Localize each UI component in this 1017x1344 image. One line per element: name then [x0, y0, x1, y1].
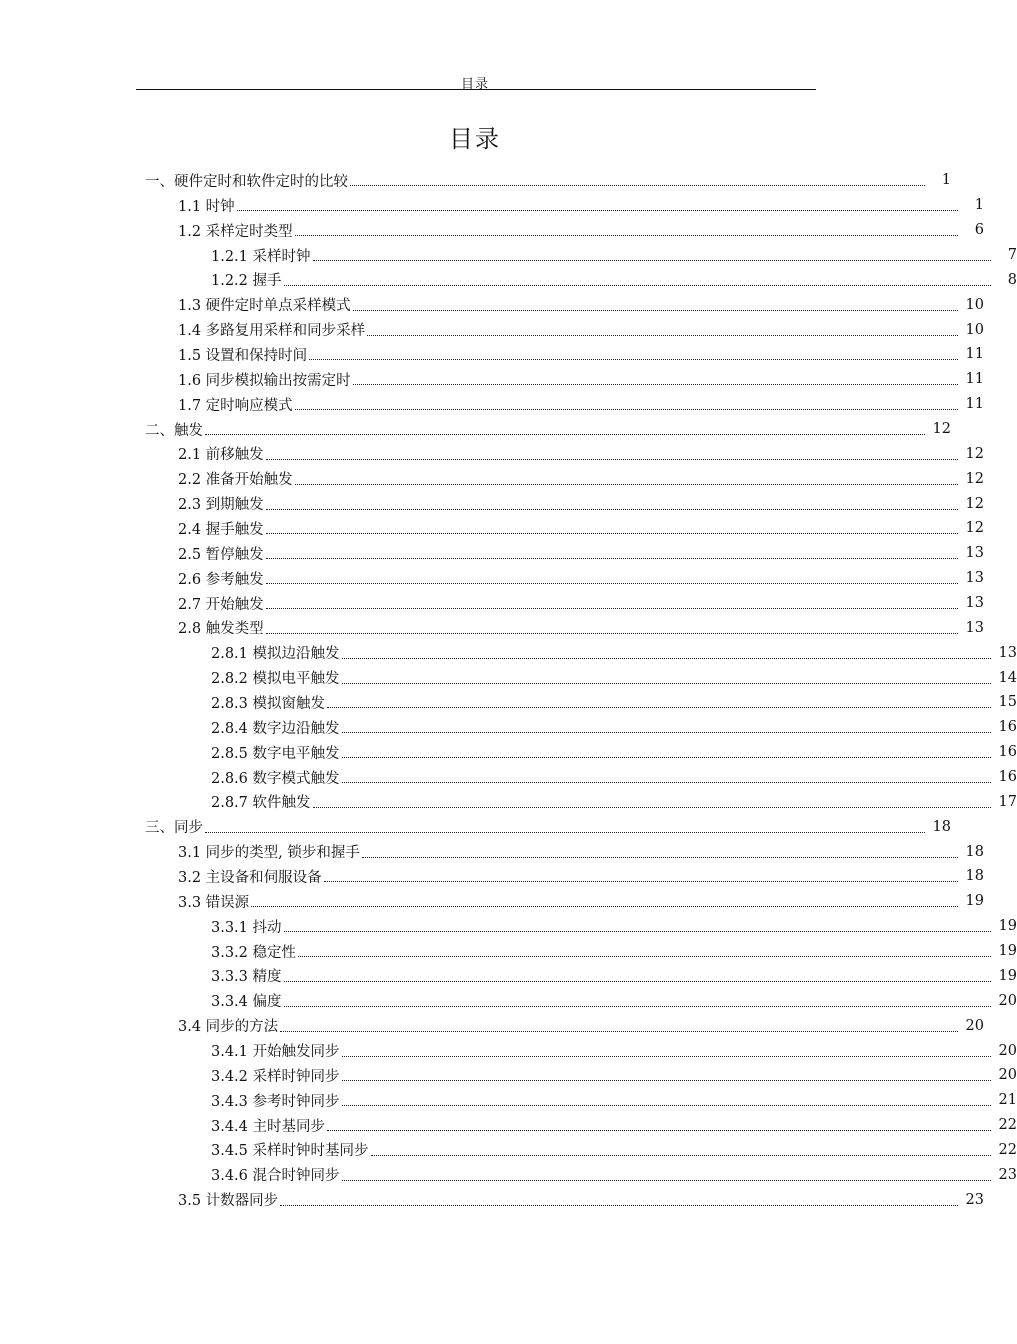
dot-leader [327, 1129, 991, 1131]
toc-entry-label: 1.4 多路复用采样和同步采样 [178, 323, 366, 340]
toc-entry-page-number: 13 [965, 595, 984, 612]
toc-entry-page-number: 1 [941, 172, 951, 189]
toc-entry[interactable] [0, 914, 1017, 939]
toc-entry-label: 1.6 同步模拟输出按需定时 [178, 372, 351, 389]
toc-entry-label: 3.3.2 稳定性 [211, 944, 297, 961]
toc-entry-page-number: 12 [932, 421, 951, 438]
dot-leader [266, 582, 958, 584]
toc-entry-page-number: 20 [998, 1042, 1017, 1059]
toc-entry[interactable] [0, 690, 1017, 715]
dot-leader [342, 1055, 991, 1057]
toc-entry-label: 2.8.6 数字模式触发 [211, 770, 340, 787]
toc-entry-label: 3.4.4 主时基同步 [211, 1118, 326, 1135]
dot-leader [324, 880, 958, 882]
toc-entry[interactable] [0, 392, 984, 417]
toc-entry-page-number: 13 [965, 545, 984, 562]
toc-entry-label: 3.4 同步的方法 [178, 1019, 279, 1036]
dot-leader [353, 383, 958, 385]
toc-entry[interactable] [0, 1088, 1017, 1113]
toc-entry[interactable] [0, 218, 984, 243]
dot-leader [298, 955, 991, 957]
dot-leader [205, 831, 925, 833]
toc-entry[interactable] [0, 1063, 1017, 1088]
toc-entry[interactable] [0, 889, 984, 914]
dot-leader [342, 1179, 991, 1181]
toc-entry-label: 3.3 错误源 [178, 894, 250, 911]
toc-entry-label: 2.8.3 模拟窗触发 [211, 695, 326, 712]
toc-entry-page-number: 10 [965, 296, 984, 313]
toc-entry[interactable] [0, 964, 1017, 989]
toc-entry[interactable] [0, 1113, 1017, 1138]
dot-leader [251, 905, 958, 907]
dot-leader [362, 856, 958, 858]
toc-entry[interactable] [0, 740, 1017, 765]
toc-entry[interactable] [0, 939, 1017, 964]
toc-entry-page-number: 20 [998, 992, 1017, 1009]
toc-entry[interactable] [0, 317, 984, 342]
toc-entry-label: 1.1 时钟 [178, 198, 235, 215]
toc-entry-label: 1.2 采样定时类型 [178, 223, 293, 240]
toc-entry[interactable] [0, 1162, 1017, 1187]
toc-entry-label: 2.4 握手触发 [178, 521, 264, 538]
toc-entry[interactable] [0, 765, 1017, 790]
dot-leader [205, 433, 925, 435]
dot-leader [284, 284, 991, 286]
toc-entry[interactable] [0, 441, 984, 466]
dot-leader [284, 1005, 991, 1007]
toc-entry[interactable] [0, 864, 984, 889]
table-of-contents [0, 168, 1017, 1212]
toc-entry[interactable] [0, 491, 984, 516]
toc-entry[interactable] [0, 988, 1017, 1013]
toc-entry-label: 3.3.3 精度 [211, 969, 282, 986]
dot-leader [342, 731, 991, 733]
toc-entry[interactable] [0, 640, 1017, 665]
toc-entry[interactable] [0, 193, 984, 218]
toc-entry-page-number: 11 [965, 346, 984, 363]
toc-entry-label: 2.2 准备开始触发 [178, 472, 293, 489]
toc-entry-page-number: 21 [998, 1092, 1017, 1109]
toc-entry-page-number: 18 [965, 843, 984, 860]
toc-entry-label: 3.2 主设备和伺服设备 [178, 869, 322, 886]
dot-leader [313, 259, 991, 261]
toc-entry-page-number: 11 [965, 371, 984, 388]
toc-entry-page-number: 22 [998, 1141, 1017, 1158]
toc-entry-label: 2.8.4 数字边沿触发 [211, 720, 340, 737]
toc-entry-label: 1.2.1 采样时钟 [211, 248, 311, 265]
toc-entry-page-number: 1 [974, 197, 984, 214]
toc-entry-page-number: 18 [965, 868, 984, 885]
dot-leader [284, 980, 991, 982]
toc-entry[interactable] [0, 243, 1017, 268]
dot-leader [280, 1030, 958, 1032]
toc-entry-page-number: 19 [998, 967, 1017, 984]
toc-entry-page-number: 23 [998, 1166, 1017, 1183]
toc-entry-page-number: 7 [1007, 247, 1017, 263]
toc-entry-label: 1.2.2 握手 [211, 273, 282, 290]
toc-entry-label: 1.3 硬件定时单点采样模式 [178, 298, 351, 315]
toc-entry-page-number: 23 [965, 1191, 984, 1208]
dot-leader [309, 358, 958, 360]
dot-leader [266, 508, 958, 510]
toc-entry-label: 3.3.4 偏度 [211, 994, 282, 1011]
toc-entry[interactable] [0, 715, 1017, 740]
dot-leader [295, 483, 958, 485]
toc-entry[interactable] [0, 267, 1017, 292]
toc-entry[interactable] [0, 342, 984, 367]
toc-entry[interactable] [0, 1038, 1017, 1063]
dot-leader [295, 408, 958, 410]
toc-entry-label: 一、硬件定时和软件定时的比较 [145, 173, 348, 190]
dot-leader [284, 930, 991, 932]
toc-entry-page-number: 18 [932, 818, 951, 835]
toc-entry-page-number: 19 [998, 918, 1017, 935]
toc-entry[interactable] [0, 466, 984, 491]
toc-entry-page-number: 12 [965, 495, 984, 512]
dot-leader [266, 632, 958, 634]
dot-leader [266, 458, 958, 460]
dot-leader [327, 706, 991, 708]
toc-entry-label: 3.1 同步的类型, 锁步和握手 [178, 845, 360, 862]
dot-leader [313, 806, 991, 808]
toc-entry-page-number: 22 [998, 1117, 1017, 1134]
toc-entry-page-number: 12 [965, 520, 984, 537]
toc-entry[interactable] [0, 566, 984, 591]
toc-entry[interactable] [0, 168, 951, 193]
dot-leader [266, 532, 958, 534]
toc-entry-page-number: 20 [998, 1067, 1017, 1084]
toc-entry[interactable] [0, 417, 951, 442]
toc-entry[interactable] [0, 1013, 984, 1038]
toc-entry[interactable] [0, 541, 984, 566]
toc-entry-label: 2.1 前移触发 [178, 447, 264, 464]
dot-leader [342, 682, 991, 684]
running-header: 目录 [460, 77, 489, 92]
dot-leader [367, 334, 958, 336]
toc-entry-page-number: 16 [998, 719, 1017, 736]
toc-entry[interactable] [0, 839, 984, 864]
dot-leader [371, 1154, 991, 1156]
toc-entry[interactable] [0, 789, 1017, 814]
toc-entry-page-number: 20 [965, 1017, 984, 1034]
toc-entry-label: 2.8.1 模拟边沿触发 [211, 646, 340, 663]
dot-leader [266, 607, 958, 609]
toc-entry-label: 3.4.1 开始触发同步 [211, 1044, 340, 1060]
toc-entry-label: 3.5 计数器同步 [178, 1193, 279, 1210]
toc-entry-page-number: 6 [974, 222, 984, 239]
toc-entry-label: 三、同步 [145, 820, 203, 837]
toc-entry-label: 2.8 触发类型 [178, 621, 264, 638]
toc-entry-label: 3.4.5 采样时钟时基同步 [211, 1143, 369, 1160]
toc-entry-label: 1.5 设置和保持时间 [178, 347, 308, 364]
toc-entry-label: 2.6 参考触发 [178, 571, 264, 588]
toc-entry-label: 3.4.2 采样时钟同步 [211, 1068, 340, 1085]
toc-entry-page-number: 17 [998, 793, 1017, 810]
toc-entry-label: 2.5 暂停触发 [178, 546, 264, 563]
dot-leader [350, 184, 925, 186]
toc-entry-label: 2.8.2 模拟电平触发 [211, 671, 340, 688]
toc-entry-label: 3.3.1 抖动 [211, 919, 282, 936]
header-rule [136, 89, 816, 90]
dot-leader [342, 1079, 991, 1081]
dot-leader [342, 756, 991, 758]
dot-leader [280, 1204, 958, 1206]
toc-entry-page-number: 15 [998, 694, 1017, 711]
toc-entry-label: 3.4.3 参考时钟同步 [211, 1093, 340, 1110]
toc-entry[interactable] [0, 1187, 984, 1212]
page-title: 目录 [449, 125, 501, 153]
dot-leader [342, 781, 991, 783]
toc-entry-page-number: 13 [965, 570, 984, 587]
dot-leader [342, 657, 991, 659]
toc-entry[interactable] [0, 367, 984, 392]
toc-entry-page-number: 13 [965, 619, 984, 636]
dot-leader [237, 209, 958, 211]
toc-entry[interactable] [0, 1138, 1017, 1163]
toc-entry-page-number: 14 [998, 669, 1017, 686]
dot-leader [342, 1104, 991, 1106]
toc-entry-page-number: 11 [965, 396, 984, 413]
toc-entry-page-number: 19 [998, 943, 1017, 960]
toc-entry[interactable] [0, 516, 984, 541]
toc-entry-label: 二、触发 [145, 422, 203, 439]
toc-entry[interactable] [0, 615, 984, 640]
toc-entry-page-number: 10 [965, 321, 984, 338]
toc-entry[interactable] [0, 292, 984, 317]
toc-entry-page-number: 16 [998, 744, 1017, 761]
toc-entry-label: 2.8.5 数字电平触发 [211, 745, 340, 762]
toc-entry-page-number: 13 [998, 644, 1017, 661]
toc-entry-page-number: 12 [965, 470, 984, 487]
toc-entry-page-number: 12 [965, 445, 984, 462]
toc-entry-page-number: 16 [998, 769, 1017, 786]
toc-entry-label: 2.8.7 软件触发 [211, 795, 311, 812]
toc-entry-label: 2.3 到期触发 [178, 497, 264, 514]
dot-leader [353, 309, 958, 311]
toc-entry[interactable] [0, 591, 984, 616]
toc-entry-label: 3.4.6 混合时钟同步 [211, 1168, 340, 1185]
dot-leader [266, 557, 958, 559]
toc-entry-label: 2.7 开始触发 [178, 596, 264, 613]
dot-leader [295, 234, 958, 236]
toc-entry-page-number: 8 [1007, 271, 1017, 288]
toc-entry[interactable] [0, 665, 1017, 690]
toc-entry[interactable] [0, 814, 951, 839]
toc-entry-page-number: 19 [965, 893, 984, 910]
toc-entry-label: 1.7 定时响应模式 [178, 397, 293, 414]
